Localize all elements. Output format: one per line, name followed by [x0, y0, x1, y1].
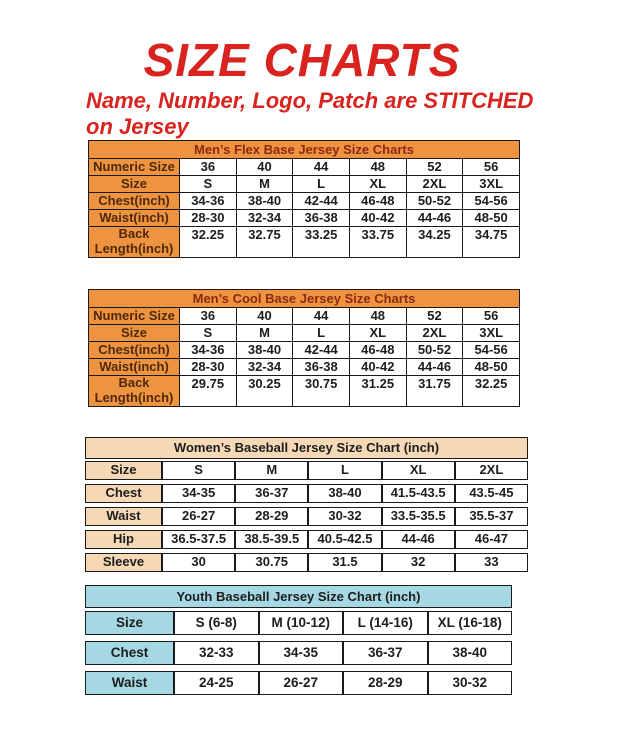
page-title: SIZE CHARTS: [143, 34, 461, 86]
table-row: [89, 342, 520, 359]
size-value-cell: 28-30: [180, 210, 237, 227]
size-value-cell: 42-44: [293, 193, 350, 210]
size-value-cell: 44: [293, 159, 350, 176]
size-value-cell: 3XL: [463, 176, 520, 193]
size-value-cell: 40: [236, 308, 293, 325]
table-title: Youth Baseball Jersey Size Chart (inch): [85, 585, 512, 608]
page-subtitle-line1: Name, Number, Logo, Patch are STITCHED: [86, 88, 534, 113]
size-value-cell: M (10-12): [259, 611, 344, 635]
row-label-cell: Numeric Size: [89, 159, 180, 176]
table-row: [89, 193, 520, 210]
size-table-youth: [85, 585, 512, 701]
row-label-cell: Chest(inch): [89, 193, 180, 210]
table-row: [85, 553, 528, 572]
size-value-cell: 31.75: [406, 376, 463, 407]
size-table-mens-flex: [88, 140, 520, 258]
size-value-cell: 38-40: [428, 641, 513, 665]
size-value-cell: 34-36: [180, 193, 237, 210]
table-row: [89, 376, 520, 407]
size-value-cell: 29.75: [180, 376, 237, 407]
size-value-cell: XL (16-18): [428, 611, 513, 635]
size-value-cell: 40.5-42.5: [308, 530, 381, 549]
row-label-cell: Chest(inch): [89, 342, 180, 359]
size-value-cell: 36-37: [235, 484, 308, 503]
table-row: [89, 176, 520, 193]
row-label-cell: Waist: [85, 507, 162, 526]
size-value-cell: 34-36: [180, 342, 237, 359]
table-title: Men’s Flex Base Jersey Size Charts: [88, 140, 520, 159]
size-value-cell: 36.5-37.5: [162, 530, 235, 549]
size-grid: [88, 307, 520, 407]
size-value-cell: 30.75: [293, 376, 350, 407]
row-label-cell: Hip: [85, 530, 162, 549]
row-label-cell: Waist(inch): [89, 210, 180, 227]
size-value-cell: 32.75: [236, 227, 293, 258]
table-row: [85, 530, 528, 549]
size-value-cell: 54-56: [463, 342, 520, 359]
size-value-cell: 28-30: [180, 359, 237, 376]
size-value-cell: 44-46: [382, 530, 455, 549]
row-label-cell: Numeric Size: [89, 308, 180, 325]
size-value-cell: 32-34: [236, 359, 293, 376]
size-value-cell: 32-34: [236, 210, 293, 227]
size-value-cell: 2XL: [406, 176, 463, 193]
size-value-cell: 40-42: [349, 210, 406, 227]
size-value-cell: S: [180, 176, 237, 193]
table-row: [89, 308, 520, 325]
size-value-cell: 34.75: [463, 227, 520, 258]
size-value-cell: 36-38: [293, 210, 350, 227]
size-value-cell: 33.25: [293, 227, 350, 258]
size-value-cell: 38-40: [308, 484, 381, 503]
size-value-cell: 36: [180, 159, 237, 176]
row-label-cell: Waist(inch): [89, 359, 180, 376]
size-value-cell: 41.5-43.5: [382, 484, 455, 503]
row-label-cell: Size: [85, 611, 174, 635]
row-label-cell: Sleeve: [85, 553, 162, 572]
size-value-cell: S (6-8): [174, 611, 259, 635]
table-row: [85, 484, 528, 503]
size-grid: [85, 457, 528, 576]
table-row: [89, 359, 520, 376]
row-label-cell: Waist: [85, 671, 174, 695]
size-value-cell: 32.25: [180, 227, 237, 258]
size-value-cell: 35.5-37: [455, 507, 528, 526]
size-value-cell: 32: [382, 553, 455, 572]
table-row: [85, 671, 512, 695]
size-value-cell: 48: [349, 308, 406, 325]
size-value-cell: 33.5-35.5: [382, 507, 455, 526]
size-table-mens-cool: [88, 289, 520, 407]
size-value-cell: 24-25: [174, 671, 259, 695]
row-label-cell: Size: [89, 176, 180, 193]
size-value-cell: 48-50: [463, 210, 520, 227]
size-value-cell: XL: [349, 176, 406, 193]
size-value-cell: S: [180, 325, 237, 342]
size-grid: [85, 605, 512, 701]
size-value-cell: 30: [162, 553, 235, 572]
size-table-womens: [85, 437, 528, 576]
size-value-cell: 44-46: [406, 210, 463, 227]
size-value-cell: 38-40: [236, 342, 293, 359]
size-value-cell: M: [236, 325, 293, 342]
row-label-cell: Size: [89, 325, 180, 342]
size-value-cell: M: [236, 176, 293, 193]
size-value-cell: 26-27: [162, 507, 235, 526]
size-value-cell: 56: [463, 159, 520, 176]
size-value-cell: 38-40: [236, 193, 293, 210]
size-value-cell: 52: [406, 159, 463, 176]
size-value-cell: 31.25: [349, 376, 406, 407]
table-row: [89, 325, 520, 342]
size-value-cell: L: [293, 176, 350, 193]
size-value-cell: 36-38: [293, 359, 350, 376]
size-value-cell: 50-52: [406, 193, 463, 210]
row-label-cell: Chest: [85, 641, 174, 665]
size-value-cell: XL: [382, 461, 455, 480]
size-value-cell: L: [293, 325, 350, 342]
size-value-cell: 28-29: [235, 507, 308, 526]
row-label-cell: Back Length(inch): [89, 227, 180, 258]
size-value-cell: 38.5-39.5: [235, 530, 308, 549]
table-row: [85, 507, 528, 526]
size-value-cell: 3XL: [463, 325, 520, 342]
size-value-cell: 36-37: [343, 641, 428, 665]
size-value-cell: 48-50: [463, 359, 520, 376]
size-value-cell: 46-48: [349, 193, 406, 210]
size-value-cell: 28-29: [343, 671, 428, 695]
size-value-cell: 54-56: [463, 193, 520, 210]
size-value-cell: 32.25: [463, 376, 520, 407]
size-value-cell: 34-35: [162, 484, 235, 503]
size-value-cell: 26-27: [259, 671, 344, 695]
size-value-cell: 43.5-45: [455, 484, 528, 503]
row-label-cell: Back Length(inch): [89, 376, 180, 407]
table-title: Men’s Cool Base Jersey Size Charts: [88, 289, 520, 308]
size-value-cell: 40: [236, 159, 293, 176]
row-label-cell: Size: [85, 461, 162, 480]
size-value-cell: 2XL: [406, 325, 463, 342]
size-value-cell: 42-44: [293, 342, 350, 359]
page-subtitle: [86, 88, 586, 140]
size-value-cell: 30-32: [428, 671, 513, 695]
size-value-cell: 32-33: [174, 641, 259, 665]
size-value-cell: 46-48: [349, 342, 406, 359]
size-value-cell: L (14-16): [343, 611, 428, 635]
size-value-cell: 44: [293, 308, 350, 325]
size-value-cell: 30-32: [308, 507, 381, 526]
page-subtitle-line2: on Jersey: [86, 114, 189, 139]
size-value-cell: 30.25: [236, 376, 293, 407]
size-value-cell: 33.75: [349, 227, 406, 258]
size-value-cell: M: [235, 461, 308, 480]
size-value-cell: 48: [349, 159, 406, 176]
size-value-cell: 44-46: [406, 359, 463, 376]
table-title: Women’s Baseball Jersey Size Chart (inch): [85, 437, 528, 459]
table-row: [89, 210, 520, 227]
table-row: [89, 159, 520, 176]
table-row: [85, 461, 528, 480]
size-value-cell: 36: [180, 308, 237, 325]
size-value-cell: 46-47: [455, 530, 528, 549]
size-value-cell: 30.75: [235, 553, 308, 572]
size-value-cell: 31.5: [308, 553, 381, 572]
size-value-cell: XL: [349, 325, 406, 342]
size-value-cell: 34-35: [259, 641, 344, 665]
size-value-cell: 50-52: [406, 342, 463, 359]
size-value-cell: 52: [406, 308, 463, 325]
size-value-cell: S: [162, 461, 235, 480]
size-grid: [88, 158, 520, 258]
size-value-cell: 34.25: [406, 227, 463, 258]
row-label-cell: Chest: [85, 484, 162, 503]
size-value-cell: L: [308, 461, 381, 480]
table-row: [85, 641, 512, 665]
size-value-cell: 2XL: [455, 461, 528, 480]
table-row: [89, 227, 520, 258]
table-row: [85, 611, 512, 635]
size-value-cell: 56: [463, 308, 520, 325]
size-value-cell: 33: [455, 553, 528, 572]
size-value-cell: 40-42: [349, 359, 406, 376]
